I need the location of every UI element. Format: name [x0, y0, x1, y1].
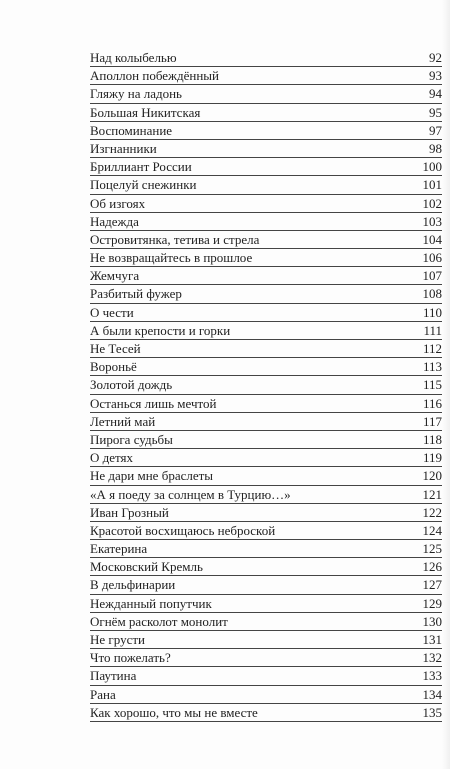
toc-entry [90, 267, 442, 285]
toc-entry [90, 522, 442, 540]
toc-entry-page-number: 120 [422, 468, 442, 484]
toc-entry-title: Золотой дождь [90, 377, 173, 393]
toc-entry [90, 540, 442, 558]
toc-entry-page-number: 113 [422, 359, 442, 375]
table-of-contents [90, 49, 442, 722]
toc-entry-page-number: 108 [422, 286, 442, 302]
toc-entry-title: Летний май [90, 413, 156, 429]
toc-entry-page-number: 129 [422, 595, 442, 611]
toc-entry-page-number: 133 [422, 668, 442, 684]
toc-entry-title: Жемчуга [90, 268, 140, 284]
toc-entry-page-number: 107 [422, 268, 442, 284]
toc-entry [90, 667, 442, 685]
toc-entry [90, 358, 442, 376]
toc-entry-title: Островитянка, тетива и стрела [90, 231, 260, 247]
toc-entry [90, 213, 442, 231]
toc-entry-title: Над колыбелью [90, 50, 177, 65]
toc-entry-title: О чести [90, 304, 134, 320]
toc-entry [90, 431, 442, 449]
toc-entry-page-number: 111 [423, 322, 442, 338]
toc-entry [90, 376, 442, 394]
toc-entry-title: Пирога судьбы [90, 431, 173, 447]
toc-entry-page-number: 112 [422, 341, 442, 356]
toc-entry-page-number: 124 [422, 522, 442, 538]
toc-entry-page-number: 104 [422, 231, 442, 247]
toc-entry-page-number: 125 [422, 541, 442, 557]
toc-entry-title: В дельфинарии [90, 577, 176, 593]
toc-entry-page-number: 100 [422, 159, 442, 175]
toc-entry-page-number: 131 [422, 632, 442, 647]
toc-entry-title: Красотой восхищаюсь неброской [90, 522, 276, 538]
toc-entry [90, 649, 442, 667]
toc-entry-page-number: 110 [422, 304, 442, 320]
toc-entry-title: Останься лишь мечтой [90, 395, 217, 411]
toc-entry-title: Паутина [90, 668, 137, 684]
toc-entry [90, 340, 442, 358]
toc-entry-page-number: 92 [429, 50, 442, 65]
toc-entry [90, 85, 442, 103]
toc-entry-page-number: 93 [429, 68, 442, 84]
toc-entry [90, 395, 442, 413]
toc-entry-page-number: 132 [422, 650, 442, 666]
toc-entry-page-number: 98 [429, 140, 442, 156]
toc-entry-title: Поцелуй снежинки [90, 177, 197, 193]
toc-entry-title: Разбитый фужер [90, 286, 182, 302]
toc-entry-title: Екатерина [90, 541, 148, 557]
toc-entry-title: Бриллиант России [90, 159, 192, 175]
toc-entry [90, 558, 442, 576]
toc-entry [90, 413, 442, 431]
toc-entry-page-number: 97 [429, 122, 442, 138]
toc-entry-title: Огнём расколот монолит [90, 613, 228, 629]
toc-entry-page-number: 130 [422, 613, 442, 629]
toc-entry-page-number: 135 [422, 704, 442, 720]
toc-entry [90, 504, 442, 522]
toc-entry-page-number: 134 [422, 686, 442, 702]
toc-entry [90, 67, 442, 85]
toc-entry-title: Что пожелать? [90, 650, 171, 666]
toc-entry [90, 176, 442, 194]
toc-entry [90, 249, 442, 267]
toc-entry-title: Не Тесей [90, 341, 141, 356]
toc-entry-page-number: 121 [422, 486, 442, 502]
toc-entry-title: Как хорошо, что мы не вместе [90, 704, 258, 720]
toc-entry-title: Не дари мне браслеты [90, 468, 214, 484]
toc-entry [90, 49, 442, 67]
toc-entry-title: Изгнанники [90, 140, 157, 156]
toc-entry-page-number: 122 [422, 504, 442, 520]
toc-entry-title: Иван Грозный [90, 504, 169, 520]
toc-entry-title: Большая Никитская [90, 104, 201, 120]
toc-entry [90, 686, 442, 704]
toc-entry-page-number: 119 [422, 450, 442, 466]
toc-entry [90, 285, 442, 303]
toc-entry-page-number: 106 [422, 250, 442, 266]
toc-entry-page-number: 102 [422, 195, 442, 211]
toc-entry-page-number: 101 [422, 177, 442, 193]
toc-entry-title: Об изгоях [90, 195, 146, 211]
toc-entry-title: Не грусти [90, 632, 145, 647]
toc-entry [90, 631, 442, 649]
toc-entry-title: Гляжу на ладонь [90, 86, 182, 102]
toc-entry-page-number: 127 [422, 577, 442, 593]
toc-entry-title: Московский Кремль [90, 559, 203, 575]
toc-entry [90, 304, 442, 322]
toc-entry [90, 158, 442, 176]
toc-entry-page-number: 126 [422, 559, 442, 575]
toc-entry [90, 486, 442, 504]
toc-entry [90, 140, 442, 158]
toc-entry [90, 595, 442, 613]
toc-entry-page-number: 117 [422, 413, 442, 429]
toc-entry-page-number: 95 [429, 104, 442, 120]
toc-entry-page-number: 116 [422, 395, 442, 411]
toc-entry-page-number: 103 [422, 213, 442, 229]
toc-entry-title: Аполлон побеждённый [90, 68, 219, 84]
toc-entry-title: А были крепости и горки [90, 322, 231, 338]
toc-entry [90, 449, 442, 467]
toc-entry-title: Надежда [90, 213, 139, 229]
toc-entry-page-number: 94 [429, 86, 442, 102]
toc-entry [90, 322, 442, 340]
toc-entry-page-number: 115 [422, 377, 442, 393]
toc-entry-title: Нежданный попутчик [90, 595, 212, 611]
toc-entry [90, 576, 442, 594]
toc-entry-title: О детях [90, 450, 134, 466]
toc-entry [90, 104, 442, 122]
toc-entry [90, 195, 442, 213]
toc-entry-title: Не возвращайтесь в прошлое [90, 250, 253, 266]
toc-entry-title: Рана [90, 686, 116, 702]
page-edge-shadow [442, 0, 450, 769]
toc-entry-title: Вороньё [90, 359, 137, 375]
toc-entry-title: Воспоминание [90, 122, 173, 138]
toc-entry [90, 704, 442, 722]
toc-entry [90, 122, 442, 140]
toc-entry [90, 613, 442, 631]
toc-entry [90, 467, 442, 485]
toc-entry-page-number: 118 [422, 431, 442, 447]
toc-entry [90, 231, 442, 249]
toc-entry-title: «А я поеду за солнцем в Турцию…» [90, 486, 291, 502]
